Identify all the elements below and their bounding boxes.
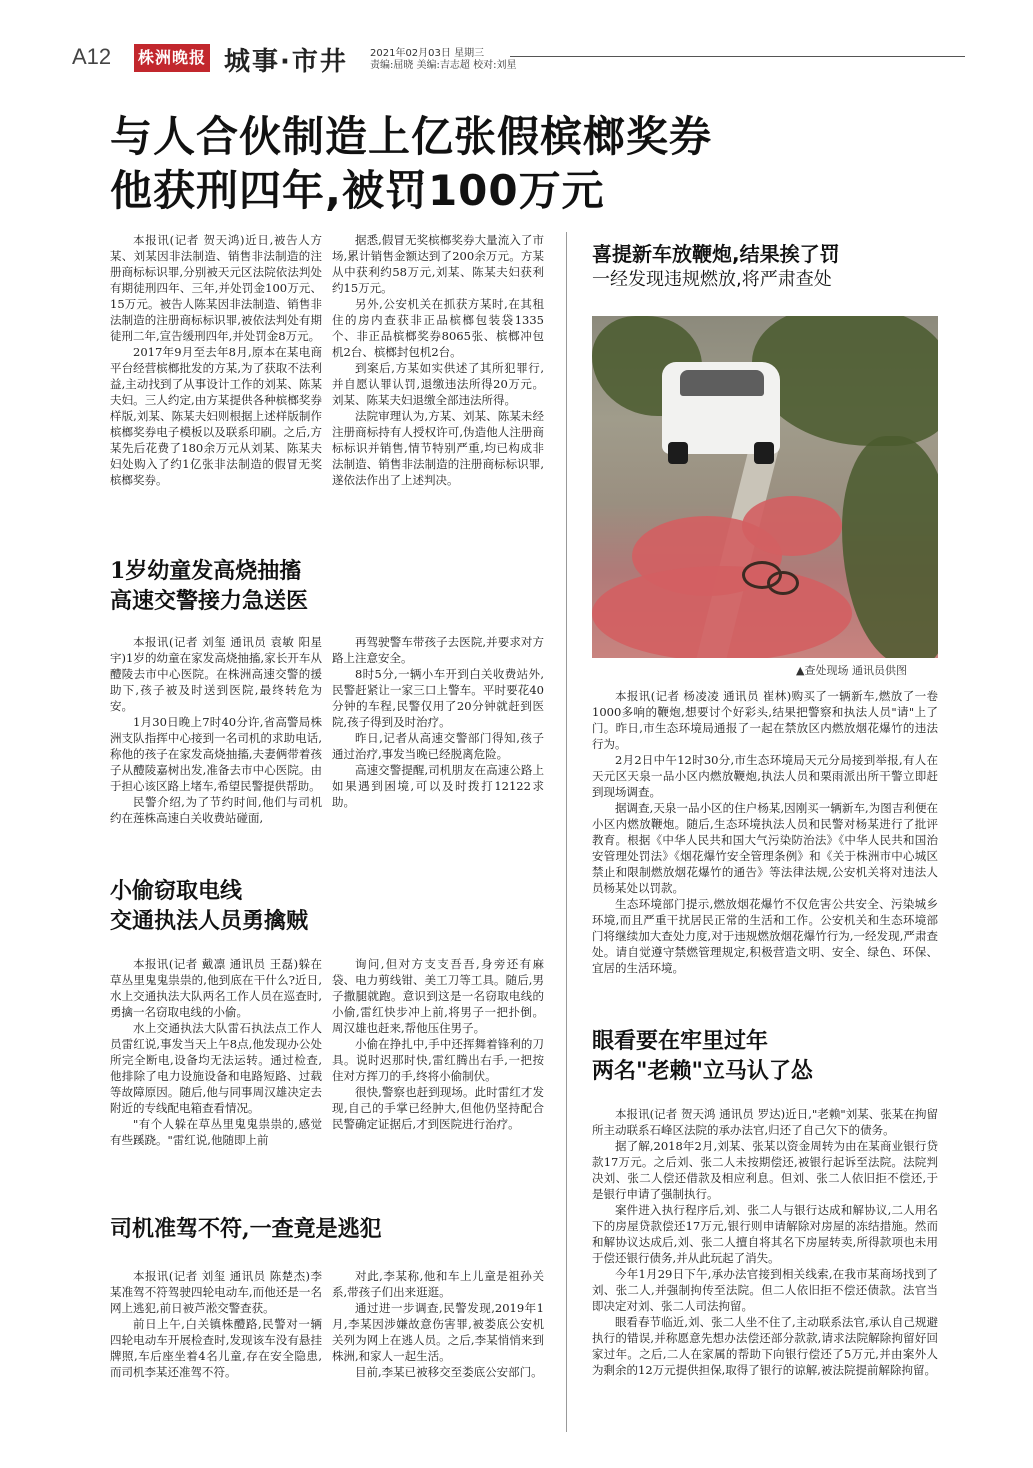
debt-title-line2: 两名"老赖"立马认了怂 xyxy=(592,1058,813,1084)
thief-title-line2: 交通执法人员勇擒贼 xyxy=(110,908,309,934)
news-photo-car-firecrackers xyxy=(592,316,938,658)
paragraph: 案件进入执行程序后,刘、张二人与银行达成和解协议,二人用名下的房屋贷款偿还17万元,银行则申请解除对房屋的冻结措施。然而和解协议达成后,刘、张二人擅自将其名下房屋转卖,所得款项也未用于偿还银行债务,并从此玩起了消失。 xyxy=(592,1203,938,1265)
thief-column-1 xyxy=(110,956,322,1148)
paragraph: 昨日,记者从高速交警部门得知,孩子通过治疗,事发当晚已经脱离危险。 xyxy=(332,731,544,761)
firecracker-debris-shape xyxy=(742,496,842,556)
paragraph: 通过进一步调查,民警发现,2019年1月,李某因涉嫌故意伤害罪,被娄底公安机关列为网上在逃人员。之后,李某悄悄来到株洲,和家人一起生活。 xyxy=(332,1301,544,1363)
paragraph: 小偷在挣扎中,手中还挥舞着锋利的刀具。说时迟那时快,雷红腾出右手,一把按住对方挥刀的手,终将小偷制伏。 xyxy=(332,1037,544,1083)
paragraph: 据了解,2018年2月,刘某、张某以资金周转为由在某商业银行贷款17万元。之后刘、张二人未按期偿还,被银行起诉至法院。法院判决刘、张二人偿还借款及相应利息。但刘、张二人依旧拒不偿还,于是银行申请了强制执行。 xyxy=(592,1139,938,1201)
paragraph: 对此,李某称,他和车上儿童是祖孙关系,带孩子们出来逛逛。 xyxy=(332,1269,544,1299)
firecracker-title: 喜提新车放鞭炮,结果挨了罚 xyxy=(592,242,840,266)
header-rule xyxy=(510,56,965,57)
paragraph: "有个人躲在草丛里鬼鬼祟祟的,感觉有些蹊跷。"雷红说,他随即上前 xyxy=(110,1117,322,1147)
paragraph: 本报讯(记者 刘玺 通讯员 袁敏 阳星宇)1岁的幼童在家发高烧抽搐,家长开车从醴陵去市中心医院。在株洲高速交警的援助下,孩子被及时送到医院,最终转危为安。 xyxy=(110,635,322,713)
driver-column-2 xyxy=(332,1268,544,1380)
paragraph: 目前,李某已被移交至娄底公安部门。 xyxy=(355,1365,543,1379)
paragraph: 生态环境部门提示,燃放烟花爆竹不仅危害公共安全、污染城乡环境,而且严重干扰居民正常的生活和工作。公安机关和生态环境部门将继续加大查处力度,对于违规燃放烟花爆竹行为,一经发现,严肃查处。请自觉遵守禁燃管理规定,积极营造文明、安全、绿色、环保、宜居的生活环境。 xyxy=(592,897,938,975)
page-number: A12 xyxy=(72,44,112,69)
toddler-column-2 xyxy=(332,634,544,810)
paragraph: 本报讯(记者 戴凛 通讯员 王磊)躲在草丛里鬼鬼祟祟的,他到底在干什么?近日,水上交通执法大队两名工作人员在巡查时,勇擒一名窃取电线的小偷。 xyxy=(110,957,322,1019)
paragraph: 前日上午,白关镇株醴路,民警对一辆四轮电动车开展检查时,发现该车没有悬挂牌照,车后座坐着4名儿童,存在安全隐患,而司机李某还准驾不符。 xyxy=(110,1317,322,1379)
driver-column-1 xyxy=(110,1268,322,1380)
masthead-logo: 株洲晚报 xyxy=(134,44,210,72)
paragraph: 据调查,天泉一品小区的住户杨某,因刚买一辆新车,为图吉利便在小区内燃放鞭炮。随后,生态环境执法人员和民警对杨某进行了批评教育。根据《中华人民共和国大气污染防治法》《中华人民共和国治安管理处罚法》《烟花爆竹安全管理条例》和《关于株洲市中心城区禁止和限制燃放烟花爆竹的通告》等法律法规,公安机关将对违法人员杨某处以罚款。 xyxy=(592,801,938,895)
bush-shape xyxy=(842,436,938,658)
firecracker-body xyxy=(592,688,938,976)
editor-credits: 责编:屈晓 美编:吉志超 校对:刘星 xyxy=(370,60,517,71)
lead-column-2 xyxy=(332,232,544,488)
paragraph: 8时5分,一辆小车开到白关收费站外,民警赶紧让一家三口上警车。平时要花40分钟的车程,民警仅用了20分钟就赶到医院,孩子得到及时治疗。 xyxy=(332,667,544,729)
paragraph: 本报讯(记者 贺天鸿 通讯员 罗达)近日,"老赖"刘某、张某在拘留所主动联系石峰区法院的承办法官,归还了自己欠下的债务。 xyxy=(592,1107,938,1137)
paragraph: 2017年9月至去年8月,原本在某电商平台经营槟榔批发的方某,为了获取不法利益,主动找到了从事设计工作的刘某、陈某夫妇。三人约定,由方某提供各种槟榔奖券样版,刘某、陈某夫妇则根据上述样版制作槟榔奖券电子模板以及联系印刷。之后,方某先后花费了180余万元从刘某、陈某夫妇处购入了约1亿张非法制造的假冒无奖槟榔奖券。 xyxy=(110,345,322,487)
paragraph: 本报讯(记者 刘玺 通讯员 陈楚杰)李某准驾不符驾驶四轮电动车,而他还是一名网上逃犯,前日被芦淞交警查获。 xyxy=(110,1269,322,1315)
dateline xyxy=(370,48,516,72)
paragraph: 法院审理认为,方某、刘某、陈某未经注册商标持有人授权许可,伪造他人注册商标标识并销售,情节特别严重,均已构成非法制造、销售非法制造的注册商标标识罪,遂依法作出了上述判决。 xyxy=(332,409,544,487)
tire-shape xyxy=(754,442,774,464)
paragraph: 今年1月29日下午,承办法官接到相关线索,在我市某商场找到了刘、张二人,并强制拘传至法院。但二人依旧拒不偿还债款。法官当即决定对刘、张二人司法拘留。 xyxy=(592,1267,938,1313)
paragraph: 高速交警提醒,司机朋友在高速公路上如果遇到困境,可以及时拨打12122求助。 xyxy=(332,763,544,809)
lead-column-1 xyxy=(110,232,322,488)
thief-column-2 xyxy=(332,956,544,1132)
paragraph: 本报讯(记者 贺天鸿)近日,被告人方某、刘某因非法制造、销售非法制造的注册商标标识罪,分别被天元区法院依法判处有期徒刑四年、三年,并处罚金100万元、15万元。被告人陈某因非法制造、销售非法制造的注册商标标识罪,被依法判处有期徒刑二年,宣告缓刑四年,并处罚金8万元。 xyxy=(110,233,322,343)
paragraph: 1月30日晚上7时40分许,省高警局株洲支队指挥中心接到一名司机的求助电话,称他的孩子在家发高烧抽搐,夫妻俩带着孩子从醴陵嘉树出发,准备去市中心医院。由于担心该区路上堵车,希望民警提供帮助。 xyxy=(110,715,322,793)
car-shape xyxy=(662,362,780,454)
paragraph: 再驾驶警车带孩子去医院,并要求对方路上注意安全。 xyxy=(332,635,544,665)
paragraph: 本报讯(记者 杨凌凌 通讯员 崔林)购买了一辆新车,燃放了一卷1000多响的鞭炮,想要讨个好彩头,结果把警察和执法人员"请"上了门。昨日,市生态环境局通报了一起在禁放区内燃放烟花爆竹的违法行为。 xyxy=(592,689,938,751)
toddler-column-1 xyxy=(110,634,322,826)
paragraph: 眼看春节临近,刘、张二人坐不住了,主动联系法官,承认自己规避执行的错误,并称愿意先想办法偿还部分款款,请求法院解除拘留好回家过年。之后,二人在家属的帮助下向银行偿还了5万元,并由案外人为剩余的12万元提供担保,取得了银行的谅解,被法院提前解除拘留。 xyxy=(592,1315,938,1377)
toddler-title-line2: 高速交警接力急送医 xyxy=(110,588,309,614)
firecracker-subtitle: 一经发现违规燃放,将严肃查处 xyxy=(592,269,832,290)
section-name: 城事·市井 xyxy=(224,47,348,77)
toddler-title-line1: 1岁幼童发高烧抽搐 xyxy=(110,558,302,584)
paragraph: 民警介绍,为了节约时间,他们与司机约在莲株高速白关收费站碰面, xyxy=(110,795,322,825)
photo-caption: ▲查处现场 通讯员供图 xyxy=(796,664,907,677)
debt-title-line1: 眼看要在牢里过年 xyxy=(592,1028,769,1054)
driver-title: 司机准驾不符,一查竟是逃犯 xyxy=(110,1216,382,1242)
car-window-shape xyxy=(680,370,764,396)
paragraph: 很快,警察也赶到现场。此时雷红才发现,自己的手掌已经肿大,但他仍坚持配合民警确定证据后,才到医院进行治疗。 xyxy=(332,1085,544,1131)
issue-date: 2021年02月03日 星期三 xyxy=(370,48,485,59)
paragraph: 据悉,假冒无奖槟榔奖券大量流入了市场,累计销售金额达到了200余万元。方某从中获利约58万元,刘某、陈某夫妇获利约15万元。 xyxy=(332,233,544,295)
paragraph: 另外,公安机关在抓获方某时,在其租住的房内查获非正品槟榔包装袋1335个、非正品槟榔奖券8065张、槟榔冲包机2台、槟榔封包机2台。 xyxy=(332,297,544,359)
paragraph: 询问,但对方支支吾吾,身旁还有麻袋、电力剪线钳、美工刀等工具。随后,男子撒腿就跑。意识到这是一名窃取电线的小偷,雷红快步冲上前,将男子一把扑倒。周汉雄也赶来,帮他压住男子。 xyxy=(332,957,544,1035)
paragraph: 到案后,方某如实供述了其所犯罪行,并自愿认罪认罚,退缴违法所得20万元。刘某、陈某夫妇退缴全部违法所得。 xyxy=(332,361,544,407)
tire-shape xyxy=(668,442,688,464)
lead-headline-line1: 与人合伙制造上亿张假槟榔奖券 xyxy=(110,112,713,161)
paragraph: 2月2日中午12时30分,市生态环境局天元分局接到举报,有人在天元区天泉一品小区内燃放鞭炮,执法人员和栗雨派出所干警立即赶到现场调查。 xyxy=(592,753,938,799)
lead-headline-line2: 他获刑四年,被罚100万元 xyxy=(110,166,605,215)
spent-firecracker-roll-shape xyxy=(767,571,799,595)
thief-title-line1: 小偷窃取电线 xyxy=(110,878,243,904)
firecracker-debris-shape xyxy=(592,566,852,658)
debt-body xyxy=(592,1106,938,1378)
paragraph: 水上交通执法大队雷石执法点工作人员雷红说,事发当天上午8点,他发现办公处所完全断电,设备均无法运转。通过检查,他排除了电力设施设备和电路短路、过载等故障原因。随后,他与同事周汉雄决定去附近的专线配电箱查看情况。 xyxy=(110,1021,322,1115)
column-divider xyxy=(566,232,567,1432)
